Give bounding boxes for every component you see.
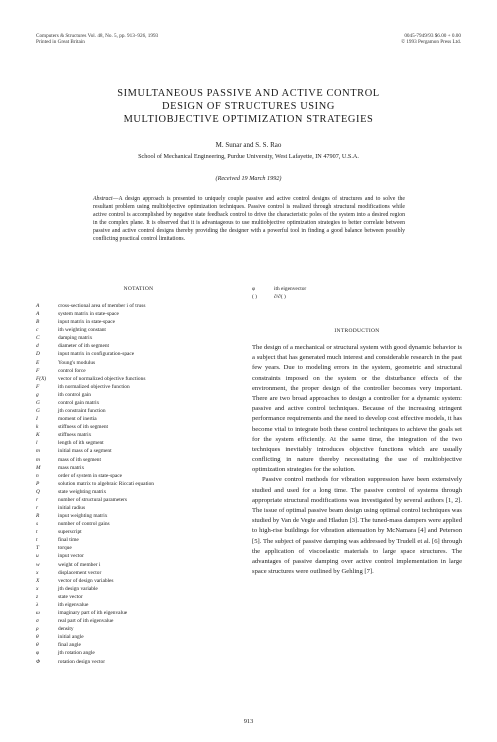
notation-item	[36, 489, 241, 497]
notation-item	[36, 319, 241, 327]
notation-symbol: G	[36, 399, 40, 406]
abstract	[93, 195, 405, 244]
title-line1: SIMULTANEOUS PASSIVE AND ACTIVE CONTROL	[117, 88, 380, 99]
notation-symbol: R	[36, 513, 40, 520]
notation-symbol: d	[36, 343, 39, 350]
notation-item	[252, 286, 452, 294]
notation-item	[36, 513, 241, 521]
notation-symbol: K	[36, 432, 40, 439]
notation-symbol: Φ	[36, 658, 41, 665]
notation-definition: weight of member i	[58, 561, 101, 568]
notation-item	[36, 618, 241, 626]
notation-symbol: g	[36, 391, 39, 398]
notation-item	[36, 311, 241, 319]
notation-definition: jth design variable	[58, 585, 98, 592]
notation-symbol: m	[36, 456, 40, 463]
notation-symbol: T	[36, 545, 39, 552]
copyright-line2: © 1993 Pergamon Press Ltd.	[401, 39, 461, 46]
notation-symbol: F	[36, 383, 40, 390]
notation-item	[36, 578, 241, 586]
notation-item	[36, 497, 241, 505]
notation-definition: cross-sectional area of member i of truss	[58, 303, 146, 309]
notation-symbol: F(X)	[36, 375, 47, 382]
notation-symbol: E	[36, 359, 40, 366]
notation-symbol: λ	[36, 601, 39, 608]
notation-symbol: I	[36, 416, 38, 423]
copyright-line1: 0045-7949/93 $6.00 + 0.00	[404, 33, 461, 39]
notation-item	[36, 400, 241, 408]
notation-item	[36, 376, 241, 384]
notation-definition: initial radius	[58, 505, 86, 511]
notation-symbol: F	[36, 367, 40, 374]
notation-item	[36, 457, 241, 465]
notation-item	[36, 602, 241, 610]
notation-symbol: w	[36, 561, 40, 568]
notation-definition: input matrix in configuration-space	[58, 351, 135, 358]
notation-definition: stiffness of ith segment	[58, 424, 109, 431]
notation-symbol: θ	[36, 634, 39, 641]
notation-definition: final angle	[58, 642, 81, 649]
notation-definition: displacement vector	[58, 569, 102, 576]
journal-citation	[36, 33, 158, 45]
notation-symbol: t	[36, 537, 38, 544]
affiliation: School of Mechanical Engineering, Purdue University, West Lafayette, IN 47907, U.S.A.	[138, 153, 359, 160]
notation-item	[36, 465, 241, 473]
notation-symbol: P	[36, 480, 40, 487]
notation-item	[36, 537, 241, 545]
notation-definition: jth rotation angle	[58, 650, 95, 657]
title-line2: DESIGN OF STRUCTURES USING	[162, 101, 335, 112]
page-number: 913	[243, 718, 254, 725]
introduction-paragraph-1: The design of a mechanical or structural system with good dynamic behavior is a subject that has generated much interest and considerable research in the past few years. Due to modeling errors in the system, geometric and structural constraints imposed on the system or the disturbance effects of the environment, the proper design of the controller becomes very important. There are two broad approaches to design a controller for a dynamic system: passive and active control techniques. Because of the increasing stringent performance requirements and the need to develop cost effective models, it has become vital to integrate both these control techniques to achieve the goals set for the system efficiently. At the same time, the integration of the two techniques inevitably introduces objective functions which are usually conflicting in nature thereby necessitating the use of multiobjective optimization strategies for the solution.	[252, 344, 462, 474]
notation-item	[36, 562, 241, 570]
notation-item	[252, 294, 452, 302]
journal-citation-line2: Printed in Great Britain	[36, 39, 85, 46]
notation-item	[36, 553, 241, 561]
notation-definition: imaginary part of ith eigenvalue	[58, 610, 128, 617]
notation-symbol: φ	[36, 650, 39, 657]
notation-definition: control force	[58, 367, 86, 374]
notation-definition: mass of ith segment	[58, 456, 101, 463]
notation-symbol: x	[36, 585, 39, 592]
notation-definition: ∂/∂( )	[274, 293, 286, 300]
notation-definition: superscript	[58, 529, 82, 536]
notation-item	[36, 327, 241, 335]
notation-symbol: ( )	[252, 293, 257, 300]
notation-definition: control gain matrix	[58, 399, 100, 406]
notation-item	[36, 360, 241, 368]
notation-item	[36, 545, 241, 553]
notation-item	[36, 408, 241, 416]
notation-symbol: k	[36, 424, 39, 431]
notation-definition: vector of normalized objective functions	[58, 375, 146, 382]
notation-continued	[252, 286, 452, 301]
notation-definition: rotation design vector	[58, 658, 106, 665]
notation-definition: ith eigenvector	[274, 286, 307, 292]
notation-definition: state weighting matrix	[58, 488, 107, 495]
notation-definition: initial angle	[58, 634, 84, 641]
title-line3: MULTIOBJECTIVE OPTIMIZATION STRATEGIES	[123, 114, 374, 125]
notation-symbol: m	[36, 448, 40, 455]
notation-symbol: X	[36, 577, 40, 584]
notation-definition: damping matrix	[58, 335, 93, 342]
notation-item	[36, 473, 241, 481]
introduction-body	[252, 343, 462, 577]
notation-item	[36, 570, 241, 578]
notation-symbol: C	[36, 335, 40, 342]
notation-symbol: r	[36, 496, 39, 503]
notation-definition: Young's modulus	[58, 359, 96, 366]
notation-symbol: u	[36, 553, 39, 560]
notation-definition: jth constraint function	[58, 408, 106, 415]
notation-item	[36, 351, 241, 359]
notation-definition: input vector	[58, 553, 84, 560]
notation-item	[36, 650, 241, 658]
notation-definition: system matrix in state-space	[58, 311, 119, 318]
notation-definition: density	[58, 626, 74, 633]
notation-symbol: Q	[36, 488, 40, 495]
notation-item	[36, 642, 241, 650]
paper-title	[0, 87, 497, 126]
notation-symbol: ρ	[36, 626, 39, 633]
notation-symbol: c	[36, 327, 39, 334]
notation-symbol: M	[36, 464, 41, 471]
notation-definition: state vector	[58, 593, 83, 600]
notation-definition: diameter of ith segment	[58, 343, 110, 350]
notation-symbol: ω	[36, 610, 40, 617]
notation-definition: ith weighting constant	[58, 327, 106, 334]
notation-symbol: s	[36, 521, 39, 528]
notation-item	[36, 626, 241, 634]
notation-definition: input matrix in state-space	[58, 319, 116, 326]
notation-item	[36, 368, 241, 376]
notation-definition: initial mass of a segment	[58, 448, 112, 455]
notation-symbol: θ	[36, 642, 39, 649]
notation-definition: input weighting matrix	[58, 513, 108, 520]
notation-item	[36, 384, 241, 392]
notation-item	[36, 659, 241, 667]
notation-definition: torque	[58, 545, 72, 552]
notation-symbol: t	[36, 529, 38, 536]
notation-item	[36, 392, 241, 400]
notation-definition: real part of ith eigenvalue	[58, 618, 114, 625]
notation-definition: mass matrix	[58, 464, 85, 471]
abstract-label: Abstract	[93, 196, 113, 202]
notation-item	[36, 303, 241, 311]
notation-item	[36, 521, 241, 529]
notation-symbol: A	[36, 303, 40, 309]
abstract-text: —A design approach is presented to uniquely couple passive and active control designs of structures and to solve the resultant problem using multiobjective optimization techniques. Passive control is realized through structural modifications while active control is accomplished by negative state feedback control to drive the characteristic poles of the system into a desired region in the complex plane. It is observed that it is advantageous to use multiobjective optimization strategies to better correlate between passive and active control designs thereby providing the designer with a powerful tool in finding a good balance between possibly conflicting practical control limitations.	[93, 196, 405, 243]
authors: M. Sunar and S. S. Rao	[215, 141, 282, 149]
copyright-notice	[401, 33, 461, 45]
notation-symbol: n	[36, 472, 39, 479]
notation-heading: NOTATION	[123, 286, 154, 292]
notation-definition: order of system in state-space	[58, 472, 123, 479]
notation-symbol: G	[36, 408, 40, 415]
notation-definition: ith eigenvalue	[58, 601, 89, 608]
notation-item	[36, 424, 241, 432]
notation-definition: number of control gains	[58, 521, 110, 528]
notation-item	[36, 416, 241, 424]
notation-definition: number of structural parameters	[58, 496, 128, 503]
notation-item	[36, 505, 241, 513]
notation-definition: final time	[58, 537, 79, 544]
notation-item	[36, 586, 241, 594]
notation-definition: ith normalized objective function	[58, 383, 130, 390]
notation-symbol: x	[36, 569, 39, 576]
notation-definition: stiffness matrix	[58, 432, 92, 439]
notation-symbol: r	[36, 505, 39, 511]
notation-symbol: φ	[252, 286, 255, 292]
notation-symbol: B	[36, 319, 40, 326]
notation-item	[36, 594, 241, 602]
notation-symbol: l	[36, 440, 38, 447]
notation-definition: moment of inertia	[58, 416, 97, 423]
notation-symbol: z	[36, 593, 39, 600]
notation-item	[36, 448, 241, 456]
notation-symbol: σ	[36, 618, 39, 625]
notation-definition: solution matrix to algebraic Riccati equation	[58, 480, 154, 487]
notation-symbol: A	[36, 311, 40, 318]
received-date: (Received 19 March 1992)	[215, 175, 282, 182]
notation-definition: length of ith segment	[58, 440, 104, 447]
journal-citation-line1: Computers & Structures Vol. 48, No. 5, pp. 913–926, 1993	[36, 33, 159, 39]
introduction-heading: INTRODUCTION	[334, 328, 380, 334]
notation-definition: vector of design variables	[58, 577, 114, 584]
introduction-paragraph-2: Passive control methods for vibration suppression have been extensively studied and used for a long time. The passive control of systems through appropriate structural modifications was investigated by several authors [1, 2]. The issue of optimal passive beam design using optimal control techniques was studied by Van de Vegte and Hladun [3]. The tuned-mass dampers were applied to high-rise buildings for vibration attenuation by McNamara [4] and Peterson [5]. The subject of passive damping was addressed by Trudell et al. [6] through the application of viscoelastic materials to large space structures. The advantages of passive damping over active control implementation in large space structures were outlined by Gehling [7].	[252, 476, 462, 576]
notation-symbol: D	[36, 351, 40, 358]
notation-definition: ith control gain	[58, 391, 91, 398]
notation-item	[36, 610, 241, 618]
notation-item	[36, 481, 241, 489]
